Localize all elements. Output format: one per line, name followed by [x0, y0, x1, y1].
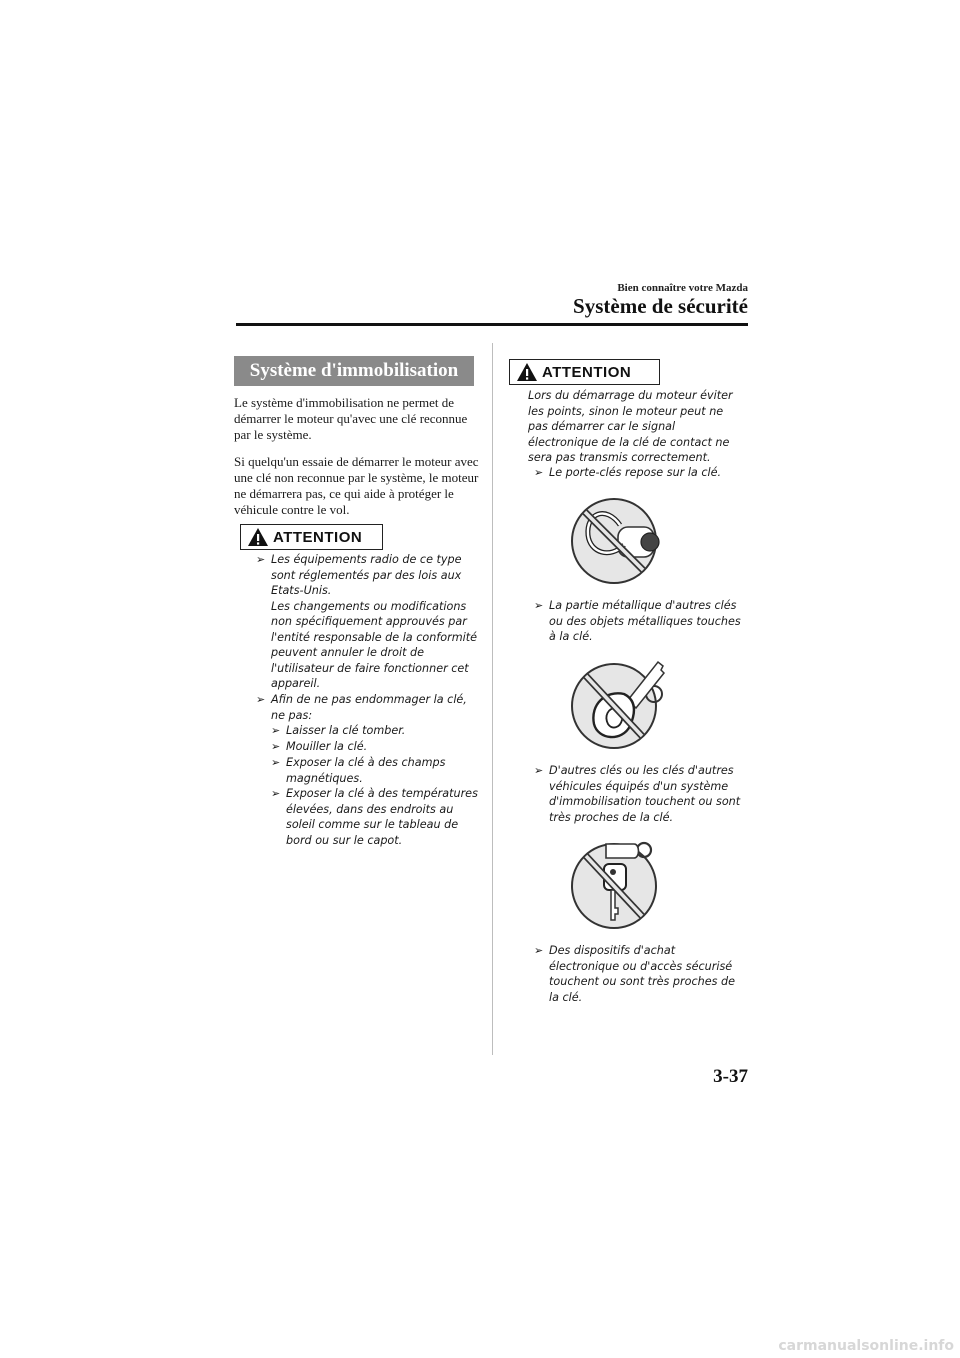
warning-icon [516, 362, 538, 382]
list-item-text: Les changements ou modifications non spécifiquement approuvés par l'entité responsable de la conformité peuvent annuler le droit de l'utilisateur de faire fonctionner cet appareil. [271, 599, 477, 690]
list-item-text: Laisser la clé tomber. [286, 724, 406, 737]
page-title: Système de sécurité [573, 294, 748, 318]
list-item [534, 598, 746, 645]
list-item [271, 739, 481, 755]
bullet-arrow-icon: ➢ [534, 944, 544, 957]
list-item-text: D'autres clés ou les clés d'autres véhicules équipés d'un système d'immobilisation touchent ou sont très proches de la clé. [549, 764, 741, 824]
bullet-arrow-icon: ➢ [271, 724, 281, 737]
list-item-text: Mouiller la clé. [286, 740, 368, 753]
list-item-text: Afin de ne pas endommager la clé, ne pas: [271, 693, 467, 722]
page-number: 3-37 [713, 1066, 748, 1087]
section-title: Système d'immobilisation [234, 356, 474, 386]
list-item [534, 763, 746, 825]
attention-intro: Lors du démarrage du moteur éviter les points, sinon le moteur peut ne pas démarrer car le signal électronique de la clé de contact ne sera pas transmis correctement. [528, 389, 733, 464]
bullet-arrow-icon: ➢ [534, 466, 544, 479]
watermark: carmanualsonline.info [778, 1338, 954, 1354]
attention-label-left [240, 524, 383, 550]
warning-icon [247, 527, 269, 547]
metal-keys-prohibited-illustration [566, 654, 668, 750]
bullet-arrow-icon: ➢ [256, 693, 266, 706]
list-item [534, 465, 746, 481]
column-divider [492, 343, 493, 1055]
list-item [256, 692, 480, 723]
list-item-text: Exposer la clé à des champs magnétiques. [286, 756, 446, 785]
bullet-arrow-icon: ➢ [271, 756, 281, 769]
attention-label-right [509, 359, 660, 385]
intro-paragraph: Le système d'immobilisation ne permet de démarrer le moteur qu'avec une clé reconnue par le système. [234, 395, 468, 442]
bullet-arrow-icon: ➢ [534, 764, 544, 777]
chapter-label: Bien connaître votre Mazda [617, 282, 748, 294]
theft-paragraph: Si quelqu'un essaie de démarrer le moteur avec une clé non reconnue par le système, le moteur ne démarrera pas, ce qui aide à protéger le véhicule contre le vol. [234, 454, 479, 517]
list-item [256, 552, 480, 692]
list-item [271, 786, 481, 848]
list-item-text: Les équipements radio de ce type sont réglementés par des lois aux Etats-Unis. [271, 553, 462, 597]
list-item-text: Des dispositifs d'achat électronique ou d'accès sécurisé touchent ou sont très proches de la clé. [549, 944, 735, 1004]
bullet-arrow-icon: ➢ [256, 553, 266, 566]
bullet-arrow-icon: ➢ [271, 787, 281, 800]
list-item-text: Exposer la clé à des températures élevées, dans des endroits au soleil comme sur le tableau de bord ou sur le capot. [286, 787, 478, 847]
attention-text: ATTENTION [542, 363, 632, 381]
list-item [271, 723, 481, 739]
attention-text: ATTENTION [273, 528, 363, 546]
list-item [534, 943, 746, 1005]
header-rule [236, 323, 748, 326]
bullet-arrow-icon: ➢ [271, 740, 281, 753]
list-item [271, 755, 481, 786]
keyring-prohibited-illustration [566, 495, 668, 587]
list-item-text: La partie métallique d'autres clés ou des objets métalliques touches à la clé. [549, 599, 741, 643]
list-item-text: Le porte-clés repose sur la clé. [549, 466, 722, 479]
bullet-arrow-icon: ➢ [534, 599, 544, 612]
other-keys-prohibited-illustration [566, 834, 668, 930]
